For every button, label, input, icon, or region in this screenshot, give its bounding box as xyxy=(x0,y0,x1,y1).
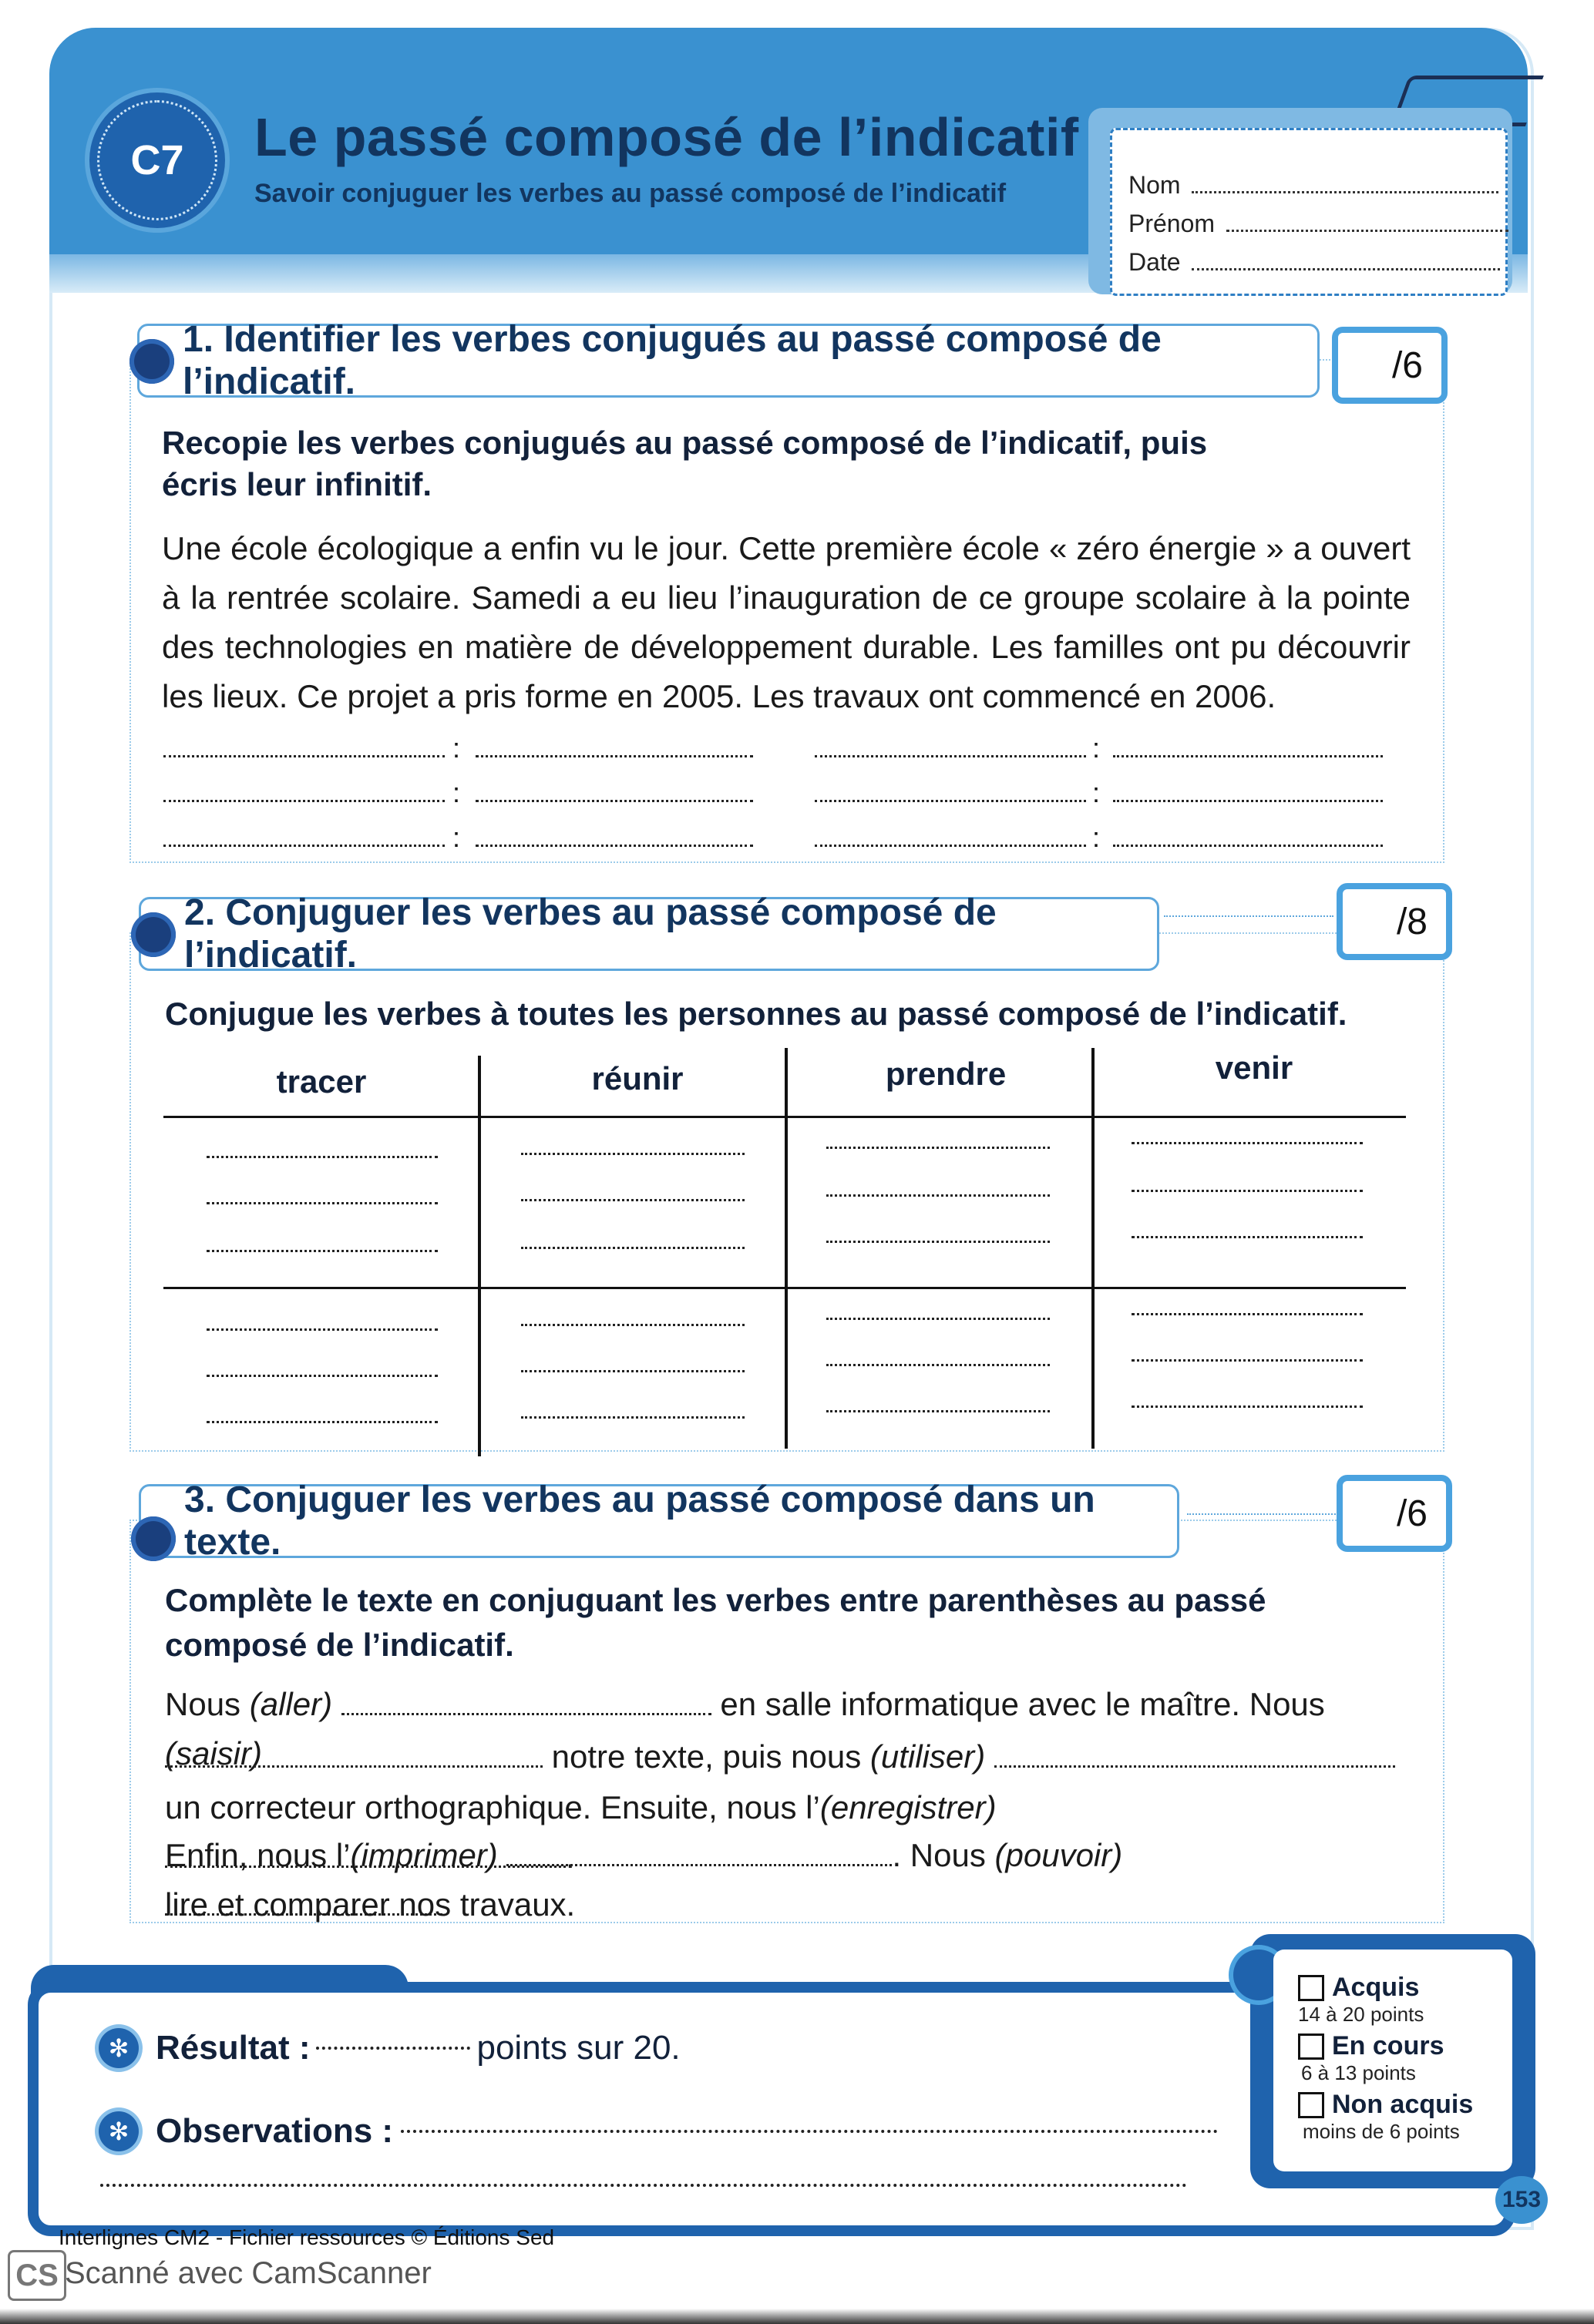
colon: : xyxy=(1092,821,1101,853)
en-cours-option[interactable] xyxy=(1298,2031,1473,2061)
column-separator xyxy=(1091,1048,1095,1449)
verb-hint: (pouvoir) xyxy=(994,1837,1123,1873)
answer-line[interactable] xyxy=(826,1318,1050,1320)
section3-instruction: Complète le texte en conjuguant les verbes entre parenthèses au passé composé de l’indicatif. xyxy=(165,1582,1266,1663)
page-title: Le passé composé de l’indicatif xyxy=(254,107,1079,167)
camscanner-watermark: Scanné avec CamScanner xyxy=(65,2256,432,2290)
non-acquis-label: Non acquis xyxy=(1332,2090,1474,2119)
colon: : xyxy=(452,821,461,853)
answer-line[interactable] xyxy=(815,755,1086,757)
observations-label: Observations : xyxy=(156,2112,394,2150)
answer-line[interactable] xyxy=(826,1147,1050,1149)
verb-hint: (enregistrer) xyxy=(819,1789,997,1825)
text-fragment: Nous xyxy=(165,1686,250,1722)
observations-row xyxy=(99,2111,1218,2151)
column-separator xyxy=(478,1056,481,1456)
result-label: Résultat : xyxy=(156,2029,311,2067)
answer-line[interactable] xyxy=(521,1324,745,1326)
answer-line[interactable] xyxy=(521,1370,745,1372)
answer-line[interactable] xyxy=(341,1713,711,1715)
en-cours-label: En cours xyxy=(1332,2031,1444,2060)
section2-score-label: /8 xyxy=(1396,901,1428,942)
verb-hint: (imprimer) xyxy=(350,1837,498,1873)
answer-line[interactable] xyxy=(207,1421,438,1423)
verb-hint: (utiliser) xyxy=(869,1738,986,1775)
column-header: réunir xyxy=(591,1060,684,1097)
answer-line[interactable] xyxy=(163,800,445,802)
checkbox[interactable] xyxy=(1298,2034,1324,2060)
section2-connector xyxy=(1164,915,1333,917)
text-fragment: en salle informatique avec le maître. Nous xyxy=(711,1686,1325,1722)
bullet-icon xyxy=(131,1516,176,1561)
result-suffix: points sur 20. xyxy=(476,2029,681,2067)
section3-title xyxy=(139,1479,1179,1563)
section1-score xyxy=(1332,327,1448,404)
section1-text: Une école écologique a enfin vu le jour. Cette première école « zéro énergie » a ouvert à la rentrée scolaire. Samedi a eu lieu l’inauguration de ce groupe scolaire à la pointe des technologies en matière de développement durable. Les familles ont pu découvrir les lieux. Ce projet a pris forme en 2005. Les travaux ont commencé en 2006. xyxy=(162,530,1411,714)
answer-line[interactable] xyxy=(1132,1190,1363,1192)
answer-line[interactable] xyxy=(1132,1236,1363,1238)
answer-line[interactable] xyxy=(1113,755,1383,757)
non-acquis-range: moins de 6 points xyxy=(1303,2120,1460,2143)
section3-score-label: /6 xyxy=(1396,1493,1428,1534)
answer-line[interactable] xyxy=(506,1864,892,1866)
text-fragment: Enfin, nous l’ xyxy=(165,1837,351,1873)
answer-line[interactable] xyxy=(521,1153,745,1155)
section3-connector xyxy=(1187,1513,1341,1515)
answer-line[interactable] xyxy=(1132,1359,1363,1362)
section1-title xyxy=(137,319,1320,402)
answer-line[interactable] xyxy=(521,1199,745,1201)
answer-line[interactable] xyxy=(1132,1405,1363,1408)
observations-input-line2[interactable] xyxy=(100,2184,1187,2187)
result-row xyxy=(99,2028,681,2068)
evaluation-list xyxy=(1298,1973,1473,2144)
answer-line[interactable] xyxy=(163,755,445,757)
column-separator xyxy=(785,1048,788,1449)
answer-line[interactable] xyxy=(521,1416,745,1419)
section1-answer-lines xyxy=(163,732,1389,863)
section2-instruction: Conjugue les verbes à toutes les personnes au passé composé de l’indicatif. xyxy=(165,996,1347,1032)
answer-line[interactable] xyxy=(826,1410,1050,1412)
verb-hint: (aller) xyxy=(249,1686,333,1722)
date-label: Date xyxy=(1128,248,1181,276)
answer-line[interactable] xyxy=(815,845,1086,847)
answer-line[interactable] xyxy=(521,1247,745,1249)
page-subtitle: Savoir conjuguer les verbes au passé composé de l’indicatif xyxy=(254,179,1007,208)
text-fragment: . xyxy=(566,1839,575,1875)
gear-icon: ✻ xyxy=(99,2111,139,2151)
section1-title-text: 1. Identifier les verbes conjugués au passé composé de l’indicatif. xyxy=(183,319,1162,402)
checkbox[interactable] xyxy=(1298,2092,1324,2118)
section2-title-text: 2. Conjuguer les verbes au passé composé de l’indicatif. xyxy=(184,892,997,976)
answer-line[interactable] xyxy=(207,1328,438,1331)
bullet-icon xyxy=(129,339,174,384)
answer-line[interactable] xyxy=(476,845,753,847)
acquis-range: 14 à 20 points xyxy=(1298,2003,1424,2026)
answer-line[interactable] xyxy=(207,1250,438,1252)
column-header: venir xyxy=(1215,1049,1293,1086)
bullet-icon xyxy=(131,912,176,957)
section3-score xyxy=(1337,1475,1452,1552)
page-number: 153 xyxy=(1495,2176,1548,2224)
nom-label: Nom xyxy=(1128,171,1181,199)
answer-line[interactable] xyxy=(826,1241,1050,1243)
answer-line[interactable] xyxy=(1132,1142,1363,1144)
column-header: tracer xyxy=(276,1063,367,1100)
colon: : xyxy=(1092,777,1101,808)
date-field[interactable] xyxy=(1128,248,1500,277)
answer-line[interactable] xyxy=(476,800,753,802)
chapter-badge-label: C7 xyxy=(97,100,217,220)
camscanner-logo: CS xyxy=(8,2250,66,2301)
answer-line[interactable] xyxy=(163,845,445,847)
chapter-badge xyxy=(89,92,225,228)
result-input[interactable] xyxy=(316,2047,470,2050)
answer-line[interactable] xyxy=(476,755,753,757)
acquis-option[interactable] xyxy=(1298,1973,1473,2003)
colon: : xyxy=(452,777,461,808)
answer-line[interactable] xyxy=(994,1765,1395,1768)
answer-line[interactable] xyxy=(207,1375,438,1377)
answer-line[interactable] xyxy=(1132,1313,1363,1315)
section1-instruction: Recopie les verbes conjugués au passé composé de l’indicatif, puis écris leur infinitif. xyxy=(162,425,1208,502)
answer-line[interactable] xyxy=(826,1364,1050,1366)
answer-line[interactable] xyxy=(207,1202,438,1204)
credit-line: Interlignes CM2 - Fichier ressources © Éditions Sed xyxy=(59,2225,555,2249)
observations-input[interactable] xyxy=(401,2130,1218,2133)
section3-text-line2 xyxy=(165,1732,1406,1782)
prenom-label: Prénom xyxy=(1128,210,1216,237)
colon: : xyxy=(452,732,461,764)
answer-line[interactable] xyxy=(826,1194,1050,1197)
prenom-field[interactable] xyxy=(1128,210,1508,238)
section2-title xyxy=(139,892,1159,976)
section3-title-text: 3. Conjuguer les verbes au passé composé dans un texte. xyxy=(184,1479,1095,1563)
section2-score xyxy=(1337,883,1452,960)
answer-line[interactable] xyxy=(165,1765,543,1768)
text-fragment: . Nous xyxy=(892,1837,995,1873)
gear-icon: ✻ xyxy=(99,2028,139,2068)
conjugation-table xyxy=(163,1048,1406,1449)
scan-edge xyxy=(0,2309,1594,2324)
en-cours-range: 6 à 13 points xyxy=(1301,2061,1416,2084)
checkbox[interactable] xyxy=(1298,1975,1324,2001)
nom-field[interactable] xyxy=(1128,171,1498,200)
text-fragment: notre texte, puis nous xyxy=(543,1738,870,1775)
text-fragment: un correcteur orthographique. Ensuite, nous l’ xyxy=(165,1789,820,1825)
section3-text-line5: lire et comparer nos travaux. xyxy=(165,1886,576,1923)
non-acquis-option[interactable] xyxy=(1298,2090,1473,2120)
verb-hint: (saisir) xyxy=(165,1735,262,1772)
answer-line[interactable] xyxy=(1113,800,1383,802)
colon: : xyxy=(1092,732,1101,764)
column-header: prendre xyxy=(885,1056,1007,1092)
acquis-label: Acquis xyxy=(1332,1973,1420,2002)
answer-line[interactable] xyxy=(207,1156,438,1158)
answer-line[interactable] xyxy=(815,800,1086,802)
section1-score-label: /6 xyxy=(1391,344,1423,386)
answer-line[interactable] xyxy=(1113,845,1383,847)
